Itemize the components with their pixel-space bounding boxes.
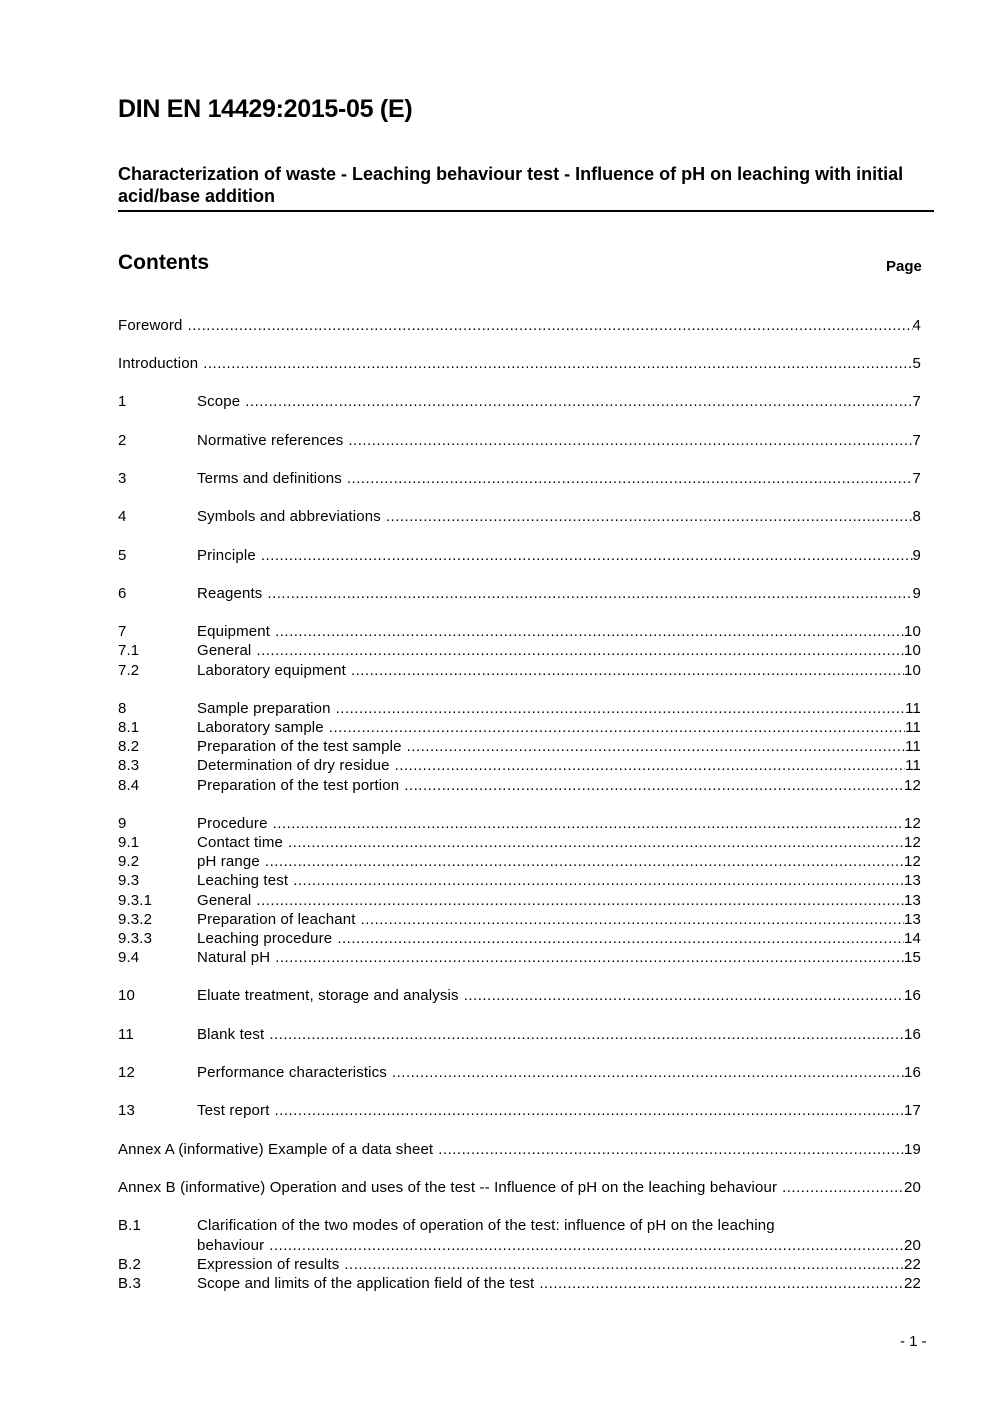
dot-leader xyxy=(387,1063,904,1082)
toc-entry[interactable] xyxy=(118,833,921,852)
dot-leader xyxy=(198,354,912,373)
dot-leader xyxy=(251,891,904,910)
toc-entry-page: 16 xyxy=(904,1064,921,1081)
toc-entry[interactable] xyxy=(118,469,921,488)
toc-entry-page: 17 xyxy=(904,1102,921,1119)
dot-leader xyxy=(270,948,904,967)
toc-entry[interactable] xyxy=(118,316,921,335)
toc-entry[interactable] xyxy=(118,986,921,1005)
toc-entry-number: 4 xyxy=(118,508,127,525)
toc-entry-title: Clarification of the two modes of operation of the test: influence of pH on the leaching xyxy=(197,1217,775,1234)
toc-entry-page: 20 xyxy=(904,1237,921,1254)
dot-leader xyxy=(268,814,904,833)
toc-entry-page: 12 xyxy=(904,853,921,870)
toc-entry-number: 8 xyxy=(118,700,127,717)
toc-entry[interactable] xyxy=(118,1274,921,1293)
toc-entry-title: Reagents xyxy=(197,585,263,602)
dot-leader xyxy=(240,392,912,411)
toc-entry-page: 14 xyxy=(904,930,921,947)
dot-leader xyxy=(459,986,904,1005)
toc-entry-title: General xyxy=(197,892,252,909)
toc-entry-page: 7 xyxy=(912,393,921,410)
toc-entry-title: Contact time xyxy=(197,834,283,851)
toc-entry-page: 11 xyxy=(905,757,921,774)
toc-entry[interactable] xyxy=(118,507,921,526)
toc-entry-title: Principle xyxy=(197,547,256,564)
toc-entry-page: 8 xyxy=(912,508,921,525)
toc-entry-page: 13 xyxy=(904,892,921,909)
toc-entry[interactable] xyxy=(118,354,921,373)
toc-entry-number: 8.3 xyxy=(118,757,140,774)
toc-entry-number: 13 xyxy=(118,1102,135,1119)
dot-leader xyxy=(343,431,912,450)
toc-entry[interactable] xyxy=(118,1178,921,1197)
toc-entry-title: Introduction xyxy=(118,355,199,372)
toc-entry-page: 20 xyxy=(904,1179,921,1196)
page-number-footer: - 1 - xyxy=(900,1333,927,1350)
dot-leader xyxy=(402,737,906,756)
toc-entry-page: 7 xyxy=(912,470,921,487)
toc-entry-title: Preparation of the test sample xyxy=(197,738,402,755)
dot-leader xyxy=(356,910,904,929)
dot-leader xyxy=(270,622,904,641)
toc-entry-title: Laboratory sample xyxy=(197,719,324,736)
toc-entry-number: 9.3.1 xyxy=(118,892,153,909)
document-subtitle: Characterization of waste - Leaching behaviour test - Influence of pH on leaching with initial acid/base addition xyxy=(118,164,904,206)
toc-entry-page: 11 xyxy=(905,738,921,755)
toc-entry[interactable] xyxy=(118,584,921,603)
toc-entry[interactable] xyxy=(118,776,921,795)
toc-entry[interactable] xyxy=(118,641,921,660)
toc-entry[interactable] xyxy=(118,891,921,910)
toc-entry-page: 15 xyxy=(904,949,921,966)
toc-entry-title: Eluate treatment, storage and analysis xyxy=(197,987,459,1004)
toc-entry-number: 8.1 xyxy=(118,719,140,736)
dot-leader xyxy=(346,661,904,680)
dot-leader xyxy=(399,776,904,795)
toc-entry-number: 2 xyxy=(118,432,127,449)
toc-entry-page: 22 xyxy=(904,1256,921,1273)
toc-entry-title: Preparation of leachant xyxy=(197,911,356,928)
dot-leader xyxy=(390,756,906,775)
toc-entry[interactable] xyxy=(118,431,921,450)
dot-leader xyxy=(260,852,904,871)
toc-entry-title: Test report xyxy=(197,1102,270,1119)
toc-entry-page: 13 xyxy=(904,872,921,889)
dot-leader xyxy=(433,1140,904,1159)
toc-entry-title: pH range xyxy=(197,853,260,870)
dot-leader xyxy=(270,1101,904,1120)
toc-entry-number: 9 xyxy=(118,815,127,832)
toc-entry-number: 9.4 xyxy=(118,949,140,966)
toc-entry-title: Laboratory equipment xyxy=(197,662,346,679)
dot-leader xyxy=(381,507,913,526)
dot-leader xyxy=(339,1255,904,1274)
toc-entry[interactable] xyxy=(118,546,921,565)
toc-entry[interactable] xyxy=(118,737,921,756)
dot-leader xyxy=(331,699,906,718)
dot-leader xyxy=(324,718,905,737)
toc-entry-page: 13 xyxy=(904,911,921,928)
toc-entry-title: General xyxy=(197,642,252,659)
toc-entry-number: 9.1 xyxy=(118,834,140,851)
toc-entry[interactable] xyxy=(118,699,921,718)
toc-entry-title: Expression of results xyxy=(197,1256,340,1273)
toc-entry-title: Preparation of the test portion xyxy=(197,777,400,794)
toc-entry-number: 7.2 xyxy=(118,662,140,679)
toc-entry[interactable] xyxy=(118,1025,921,1044)
toc-entry[interactable] xyxy=(118,1255,921,1274)
toc-entry-number: 8.2 xyxy=(118,738,140,755)
page-column-heading: Page xyxy=(886,258,922,275)
dot-leader xyxy=(183,316,913,335)
document-title: DIN EN 14429:2015-05 (E) xyxy=(118,95,413,123)
toc-entry-page: 10 xyxy=(904,623,921,640)
dot-leader xyxy=(534,1274,904,1293)
toc-entry-title: Foreword xyxy=(118,317,183,334)
toc-entry-page: 10 xyxy=(904,642,921,659)
toc-entry-page: 7 xyxy=(912,432,921,449)
toc-entry[interactable] xyxy=(118,1216,921,1235)
toc-entry[interactable] xyxy=(118,1063,921,1082)
toc-entry-title: Leaching procedure xyxy=(197,930,333,947)
toc-entry-number: 12 xyxy=(118,1064,135,1081)
toc-entry-title: Scope and limits of the application field of the test xyxy=(197,1275,535,1292)
toc-entry[interactable] xyxy=(118,1236,921,1255)
toc-entry[interactable] xyxy=(118,1101,921,1120)
toc-entry-title: Sample preparation xyxy=(197,700,331,717)
toc-entry-title: Performance characteristics xyxy=(197,1064,387,1081)
toc-entry-number: 6 xyxy=(118,585,127,602)
dot-leader xyxy=(262,584,912,603)
toc-entry-number: 7 xyxy=(118,623,127,640)
dot-leader xyxy=(264,1236,904,1255)
dot-leader xyxy=(256,546,913,565)
toc-entry-title: Blank test xyxy=(197,1026,265,1043)
toc-entry-number: 9.3.2 xyxy=(118,911,153,928)
toc-entry-title: Normative references xyxy=(197,432,344,449)
toc-entry-title: Equipment xyxy=(197,623,271,640)
toc-entry[interactable] xyxy=(118,948,921,967)
dot-leader xyxy=(777,1178,904,1197)
toc-entry-page: 10 xyxy=(904,662,921,679)
toc-entry-page: 11 xyxy=(905,700,921,717)
toc-entry-page: 9 xyxy=(912,547,921,564)
toc-entry-title: behaviour xyxy=(197,1237,265,1254)
toc-entry-page: 12 xyxy=(904,815,921,832)
toc-entry-title: Annex A (informative) Example of a data sheet xyxy=(118,1141,434,1158)
toc-entry-title: Scope xyxy=(197,393,241,410)
toc-entry-title: Determination of dry residue xyxy=(197,757,390,774)
toc-entry-number: B.3 xyxy=(118,1275,141,1292)
toc-entry-title: Leaching test xyxy=(197,872,289,889)
toc-entry-number: 9.3.3 xyxy=(118,930,153,947)
dot-leader xyxy=(283,833,904,852)
toc-entry-number: 11 xyxy=(118,1026,134,1043)
toc-entry-number: 8.4 xyxy=(118,777,140,794)
toc-entry[interactable] xyxy=(118,929,921,948)
toc-entry-page: 4 xyxy=(912,317,921,334)
toc-entry-title: Procedure xyxy=(197,815,268,832)
toc-entry[interactable] xyxy=(118,871,921,890)
toc-entry-number: 5 xyxy=(118,547,127,564)
toc-entry-number: 9.3 xyxy=(118,872,140,889)
toc-entry-number: B.2 xyxy=(118,1256,141,1273)
toc-entry[interactable] xyxy=(118,661,921,680)
toc-entry-page: 16 xyxy=(904,987,921,1004)
toc-entry-page: 11 xyxy=(905,719,921,736)
toc-entry[interactable] xyxy=(118,852,921,871)
dot-leader xyxy=(264,1025,904,1044)
toc-entry[interactable] xyxy=(118,392,921,411)
toc-entry-number: 9.2 xyxy=(118,853,140,870)
toc-entry[interactable] xyxy=(118,622,921,641)
toc-entry[interactable] xyxy=(118,756,921,775)
toc-entry-number: B.1 xyxy=(118,1217,141,1234)
toc-entry-page: 16 xyxy=(904,1026,921,1043)
dot-leader xyxy=(332,929,904,948)
toc-entry[interactable] xyxy=(118,1140,921,1159)
toc-entry-page: 12 xyxy=(904,834,921,851)
toc-entry-title: Annex B (informative) Operation and uses of the test -- Influence of pH on the leaching behaviour xyxy=(118,1179,778,1196)
toc-entry[interactable] xyxy=(118,910,921,929)
toc-entry-page: 22 xyxy=(904,1275,921,1292)
toc-entry-page: 5 xyxy=(912,355,921,372)
toc-entry-page: 19 xyxy=(904,1141,921,1158)
toc-entry-number: 7.1 xyxy=(118,642,140,659)
toc-entry-title: Symbols and abbreviations xyxy=(197,508,381,525)
toc-entry-title: Terms and definitions xyxy=(197,470,342,487)
toc-entry-page: 9 xyxy=(912,585,921,602)
toc-entry-number: 3 xyxy=(118,470,127,487)
toc-entry-number: 1 xyxy=(118,393,127,410)
toc-entry-title: Natural pH xyxy=(197,949,271,966)
contents-heading: Contents xyxy=(118,251,209,274)
toc-entry[interactable] xyxy=(118,814,921,833)
dot-leader xyxy=(251,641,904,660)
dot-leader xyxy=(288,871,904,890)
toc-entry[interactable] xyxy=(118,718,921,737)
dot-leader xyxy=(342,469,913,488)
toc-entry-number: 10 xyxy=(118,987,135,1004)
toc-entry-page: 12 xyxy=(904,777,921,794)
